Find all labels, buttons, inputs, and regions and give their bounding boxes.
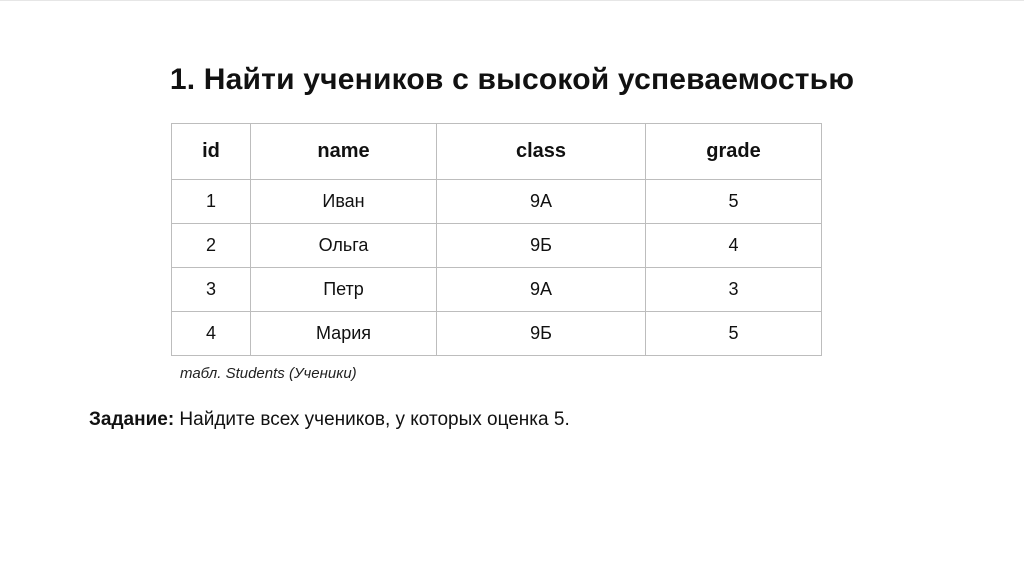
header-id: id xyxy=(172,124,251,180)
cell-grade: 5 xyxy=(646,312,822,356)
cell-id: 4 xyxy=(172,312,251,356)
task-text xyxy=(89,409,570,431)
cell-class: 9Б xyxy=(437,312,646,356)
slide-title: 1. Найти учеников с высокой успеваемостью xyxy=(169,63,855,96)
table-caption: табл. Students (Ученики) xyxy=(180,365,357,382)
cell-id: 3 xyxy=(172,268,251,312)
table-row xyxy=(172,268,822,312)
students-table xyxy=(171,123,822,356)
cell-class: 9А xyxy=(437,268,646,312)
task-label: Задание: xyxy=(89,409,175,430)
cell-name: Петр xyxy=(251,268,437,312)
cell-class: 9А xyxy=(437,180,646,224)
header-name: name xyxy=(251,124,437,180)
cell-grade: 5 xyxy=(646,180,822,224)
cell-name: Мария xyxy=(251,312,437,356)
table-row xyxy=(172,180,822,224)
header-class: class xyxy=(437,124,646,180)
header-grade: grade xyxy=(646,124,822,180)
cell-class: 9Б xyxy=(437,224,646,268)
cell-grade: 3 xyxy=(646,268,822,312)
cell-name: Ольга xyxy=(251,224,437,268)
task-body: Найдите всех учеников, у которых оценка 5. xyxy=(174,409,570,430)
table-row xyxy=(172,224,822,268)
table-row xyxy=(172,312,822,356)
table-header-row xyxy=(172,124,822,180)
cell-grade: 4 xyxy=(646,224,822,268)
cell-id: 1 xyxy=(172,180,251,224)
cell-id: 2 xyxy=(172,224,251,268)
cell-name: Иван xyxy=(251,180,437,224)
